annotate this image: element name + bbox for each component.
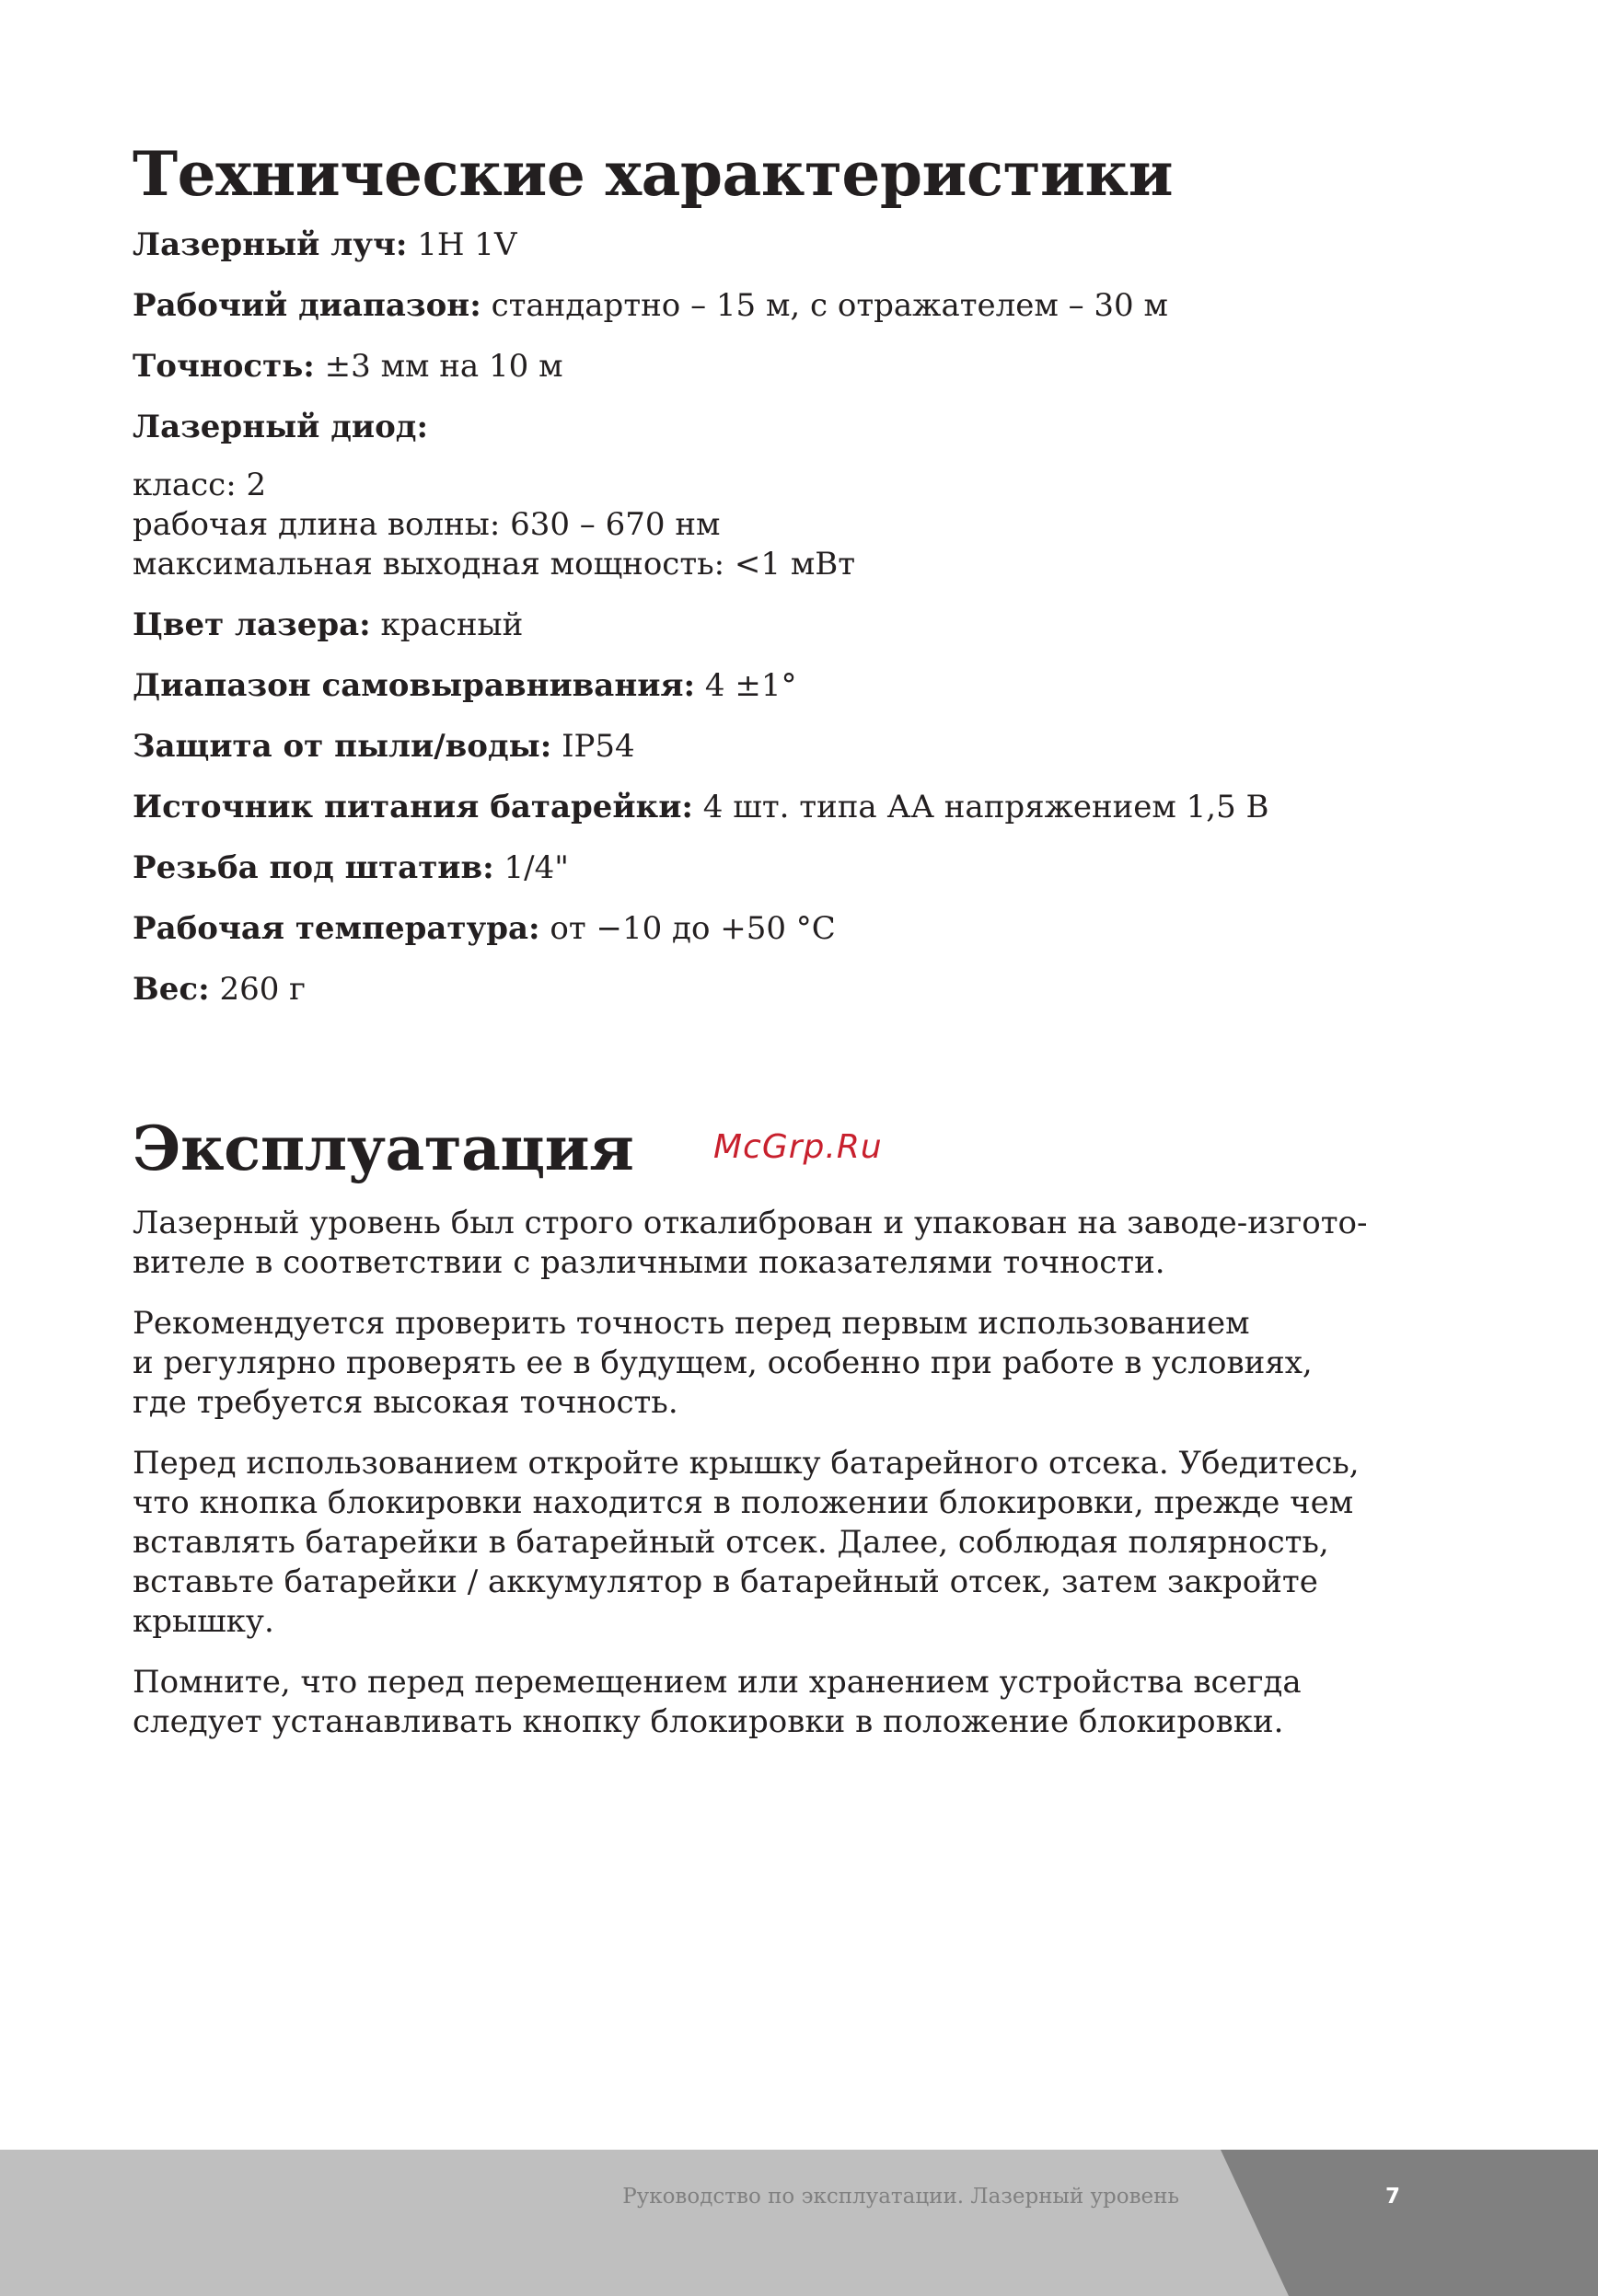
paragraph-line: где требуется высокая точность. xyxy=(133,1384,678,1422)
spec-item xyxy=(133,606,1476,645)
spec-label: Резьба под штатив: xyxy=(133,849,494,887)
paragraph-line: крышку. xyxy=(133,1603,274,1641)
footer-dark-panel xyxy=(0,2150,1598,2296)
paragraph-line: Помните, что перед перемещением или хранением устройства всегда xyxy=(133,1664,1302,1702)
paragraph-line: следует устанавливать кнопку блокировки в положение блокировки. xyxy=(133,1703,1284,1741)
spec-value: 1/4" xyxy=(504,849,569,887)
spec-item xyxy=(133,408,1476,447)
spec-item xyxy=(133,225,1476,265)
paragraph-line: Перед использованием откройте крышку батарейного отсека. Убедитесь, xyxy=(133,1445,1360,1483)
usage-heading: Эксплуатация xyxy=(133,1113,634,1185)
spec-value: от −10 до +50 °C xyxy=(550,910,836,948)
specs-heading: Технические характеристики xyxy=(133,138,1174,210)
usage-paragraph xyxy=(133,1444,1476,1642)
spec-value: 260 г xyxy=(219,971,306,1009)
spec-value: 4 шт. типа АА напряжением 1,5 В xyxy=(702,789,1269,826)
page-number: 7 xyxy=(1385,2185,1401,2209)
footer-title: Руководство по эксплуатации. Лазерный уровень xyxy=(622,2185,1179,2209)
usage-paragraph xyxy=(133,1204,1476,1283)
spec-item xyxy=(133,347,1476,387)
spec-value: 4 ±1° xyxy=(704,667,797,705)
spec-list-2 xyxy=(133,606,1476,1010)
paragraph-line: что кнопка блокировки находится в положении блокировки, прежде чем xyxy=(133,1484,1354,1522)
spec-item xyxy=(133,788,1476,827)
diode-line: класс: 2 xyxy=(133,467,267,504)
spec-label: Защита от пыли/воды: xyxy=(133,728,552,766)
diode-details xyxy=(133,466,1476,584)
spec-item xyxy=(133,970,1476,1010)
spec-label: Вес: xyxy=(133,971,210,1009)
paragraph-line: Рекомендуется проверить точность перед первым использованием xyxy=(133,1305,1250,1343)
diode-line: рабочая длина волны: 630 – 670 нм xyxy=(133,506,721,544)
diode-line: максимальная выходная мощность: <1 мВт xyxy=(133,546,856,583)
spec-label: Рабочая температура: xyxy=(133,910,540,948)
watermark: McGrp.Ru xyxy=(713,1128,883,1166)
paragraph-line: вставьте батарейки / аккумулятор в батарейный отсек, затем закройте xyxy=(133,1563,1318,1601)
spec-value: стандартно – 15 м, с отражателем – 30 м xyxy=(491,287,1168,325)
usage-paragraph xyxy=(133,1304,1476,1423)
paragraph-line: и регулярно проверять ее в будущем, особенно при работе в условиях, xyxy=(133,1344,1313,1382)
paragraph-line: вставлять батарейки в батарейный отсек. Далее, соблюдая полярность, xyxy=(133,1524,1329,1562)
spec-list xyxy=(133,225,1476,447)
spec-label: Рабочий диапазон: xyxy=(133,287,481,325)
page-footer xyxy=(0,2150,1598,2296)
spec-item xyxy=(133,848,1476,888)
spec-label: Источник питания батарейки: xyxy=(133,789,693,826)
spec-item xyxy=(133,727,1476,767)
spec-label: Цвет лазера: xyxy=(133,606,371,644)
spec-item xyxy=(133,666,1476,706)
spec-label: Лазерный луч: xyxy=(133,226,408,264)
usage-paragraph xyxy=(133,1663,1476,1742)
spec-value: IP54 xyxy=(562,728,635,766)
spec-label: Лазерный диод: xyxy=(133,409,428,446)
spec-item xyxy=(133,909,1476,949)
spec-value: красный xyxy=(380,606,524,644)
paragraph-line: Лазерный уровень был строго откалиброван и упакован на заводе-изгото- xyxy=(133,1205,1368,1242)
spec-label: Диапазон самовыравнивания: xyxy=(133,667,696,705)
spec-value: 1H 1V xyxy=(417,226,517,264)
spec-label: Точность: xyxy=(133,348,315,386)
page-content xyxy=(133,138,1476,1742)
spec-value: ±3 мм на 10 м xyxy=(324,348,563,386)
paragraph-line: вителе в соответствии с различными показателями точности. xyxy=(133,1244,1165,1282)
spec-item xyxy=(133,286,1476,326)
